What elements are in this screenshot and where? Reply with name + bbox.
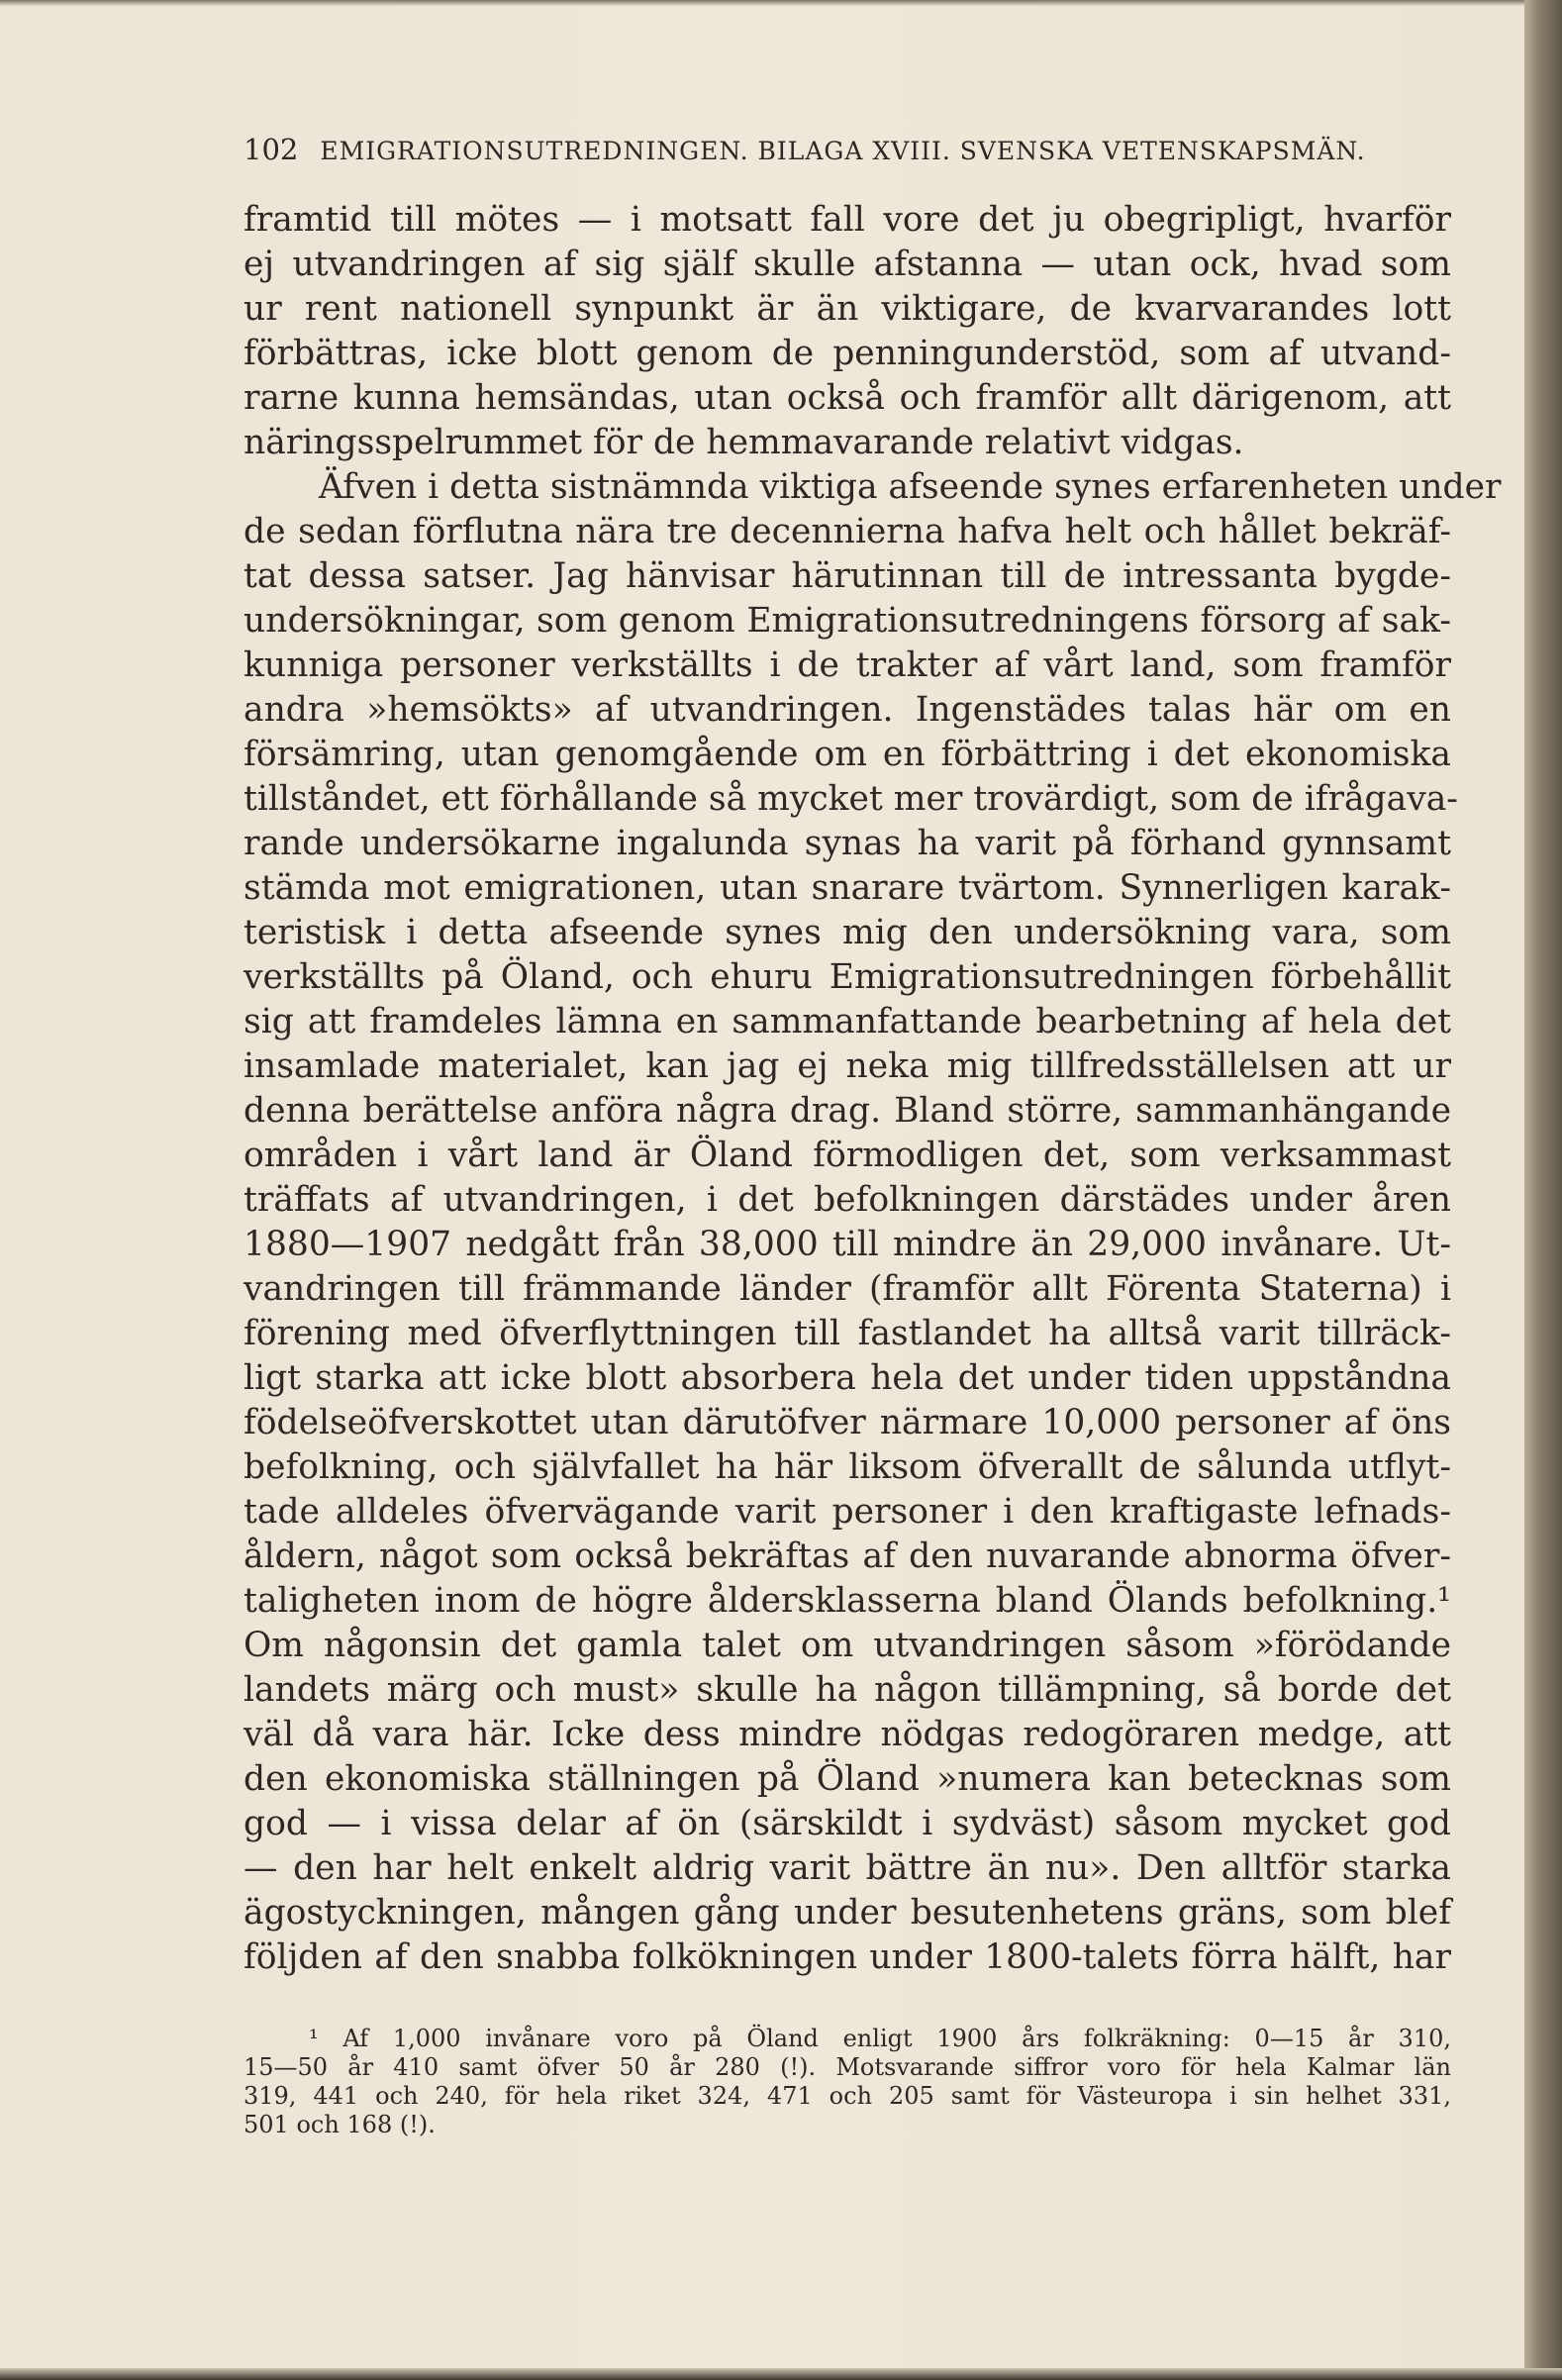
- text-line: kunniga personer verkställts i de trakter af vårt land, som framför: [244, 645, 1451, 685]
- text-line: de sedan förflutna nära tre decennierna hafva helt och hållet bekräf-: [244, 512, 1451, 551]
- body-text: [244, 198, 1502, 1980]
- text-line: insamlade materialet, kan jag ej neka mig tillfredsställelsen att ur: [244, 1046, 1451, 1086]
- text-line: sig att framdeles lämna en sammanfattande bearbetning af hela det: [244, 1002, 1451, 1041]
- text-line: denna berättelse anföra några drag. Bland större, sammanhängande: [244, 1091, 1451, 1131]
- text-line: tade alldeles öfvervägande varit personer i den kraftigaste lefnads-: [244, 1492, 1451, 1532]
- running-header: [244, 133, 1441, 166]
- book-spine-shadow: [1524, 0, 1562, 2380]
- text-line: områden i vårt land är Öland förmodligen det, som verksammast: [244, 1136, 1451, 1175]
- text-line: taligheten inom de högre åldersklasserna bland Ölands befolkning.¹: [244, 1581, 1451, 1621]
- text-line: ligt starka att icke blott absorbera hela det under tiden uppståndna: [244, 1358, 1451, 1398]
- text-line: verkställts på Öland, och ehuru Emigrationsutredningen förbehållit: [244, 957, 1451, 997]
- text-line: ur rent nationell synpunkt är än viktigare, de kvarvarandes lott: [244, 289, 1451, 329]
- text-line: stämda mot emigrationen, utan snarare tvärtom. Synnerligen karak-: [244, 868, 1451, 908]
- text-line: följden af den snabba folkökningen under 1800-talets förra hälft, har: [244, 1937, 1451, 1977]
- text-line: befolkning, och självfallet ha här liksom öfverallt de sålunda utflyt-: [244, 1447, 1451, 1487]
- text-line: försämring, utan genomgående om en förbättring i det ekonomiska: [244, 735, 1451, 774]
- text-line: Om någonsin det gamla talet om utvandringen såsom »förödande: [244, 1626, 1451, 1665]
- text-line: förbättras, icke blott genom de penningunderstöd, som af utvand-: [244, 334, 1451, 373]
- text-line: tat dessa satser. Jag hänvisar härutinnan till de intressanta bygde-: [244, 556, 1451, 596]
- text-line: ej utvandringen af sig själf skulle afstanna — utan ock, hvad som: [244, 245, 1451, 284]
- footnote-line: 15—50 år 410 samt öfver 50 år 280 (!). Motsvarande siffror voro för hela Kalmar län: [244, 2053, 1451, 2081]
- text-line: 1880—1907 nedgått från 38,000 till mindre än 29,000 invånare. Ut-: [244, 1225, 1451, 1264]
- footnote-line: 501 och 168 (!).: [244, 2111, 436, 2138]
- text-line: näringsspelrummet för de hemmavarande relativt vidgas.: [244, 423, 1244, 462]
- footnote: [244, 2025, 1451, 2139]
- footnote-line: ¹ Af 1,000 invånare voro på Öland enligt 1900 års folkräkning: 0—15 år 310,: [309, 2025, 1451, 2052]
- text-line: födelseöfverskottet utan därutöfver närmare 10,000 personer af öns: [244, 1403, 1451, 1442]
- running-title: EMIGRATIONSUTREDNINGEN. BILAGA XVIII. SVENSKA VETENSKAPSMÄN.: [320, 137, 1366, 165]
- text-line: rarne kunna hemsändas, utan också och framför allt därigenom, att: [244, 378, 1451, 418]
- text-line: rande undersökarne ingalunda synas ha varit på förhand gynnsamt: [244, 824, 1451, 863]
- text-line: åldern, något som också bekräftas af den nuvarande abnorma öfver-: [244, 1537, 1451, 1576]
- text-line: landets märg och must» skulle ha någon tillämpning, så borde det: [244, 1670, 1451, 1710]
- text-line: träffats af utvandringen, i det befolkningen därstädes under åren: [244, 1180, 1451, 1220]
- footnote-line: 319, 441 och 240, för hela riket 324, 471 och 205 samt för Västeuropa i sin helhet 331,: [244, 2082, 1451, 2110]
- text-line: väl då vara här. Icke dess mindre nödgas redogöraren medge, att: [244, 1715, 1451, 1754]
- page-number: 102: [244, 133, 299, 166]
- text-line: tillståndet, ett förhållande så mycket mer trovärdigt, som de ifrågava-: [244, 779, 1458, 819]
- text-line: Äfven i detta sistnämnda viktiga afseende synes erfarenheten under: [319, 467, 1502, 507]
- text-line: andra »hemsökts» af utvandringen. Ingenstädes talas här om en: [244, 690, 1451, 730]
- page-bottom-edge: [0, 2368, 1562, 2380]
- text-line: god — i vissa delar af ön (särskildt i sydväst) såsom mycket god: [244, 1804, 1451, 1843]
- text-line: vandringen till främmande länder (framför allt Förenta Staterna) i: [244, 1269, 1451, 1309]
- text-line: undersökningar, som genom Emigrationsutredningens försorg af sak-: [244, 601, 1451, 641]
- text-line: ägostyckningen, mången gång under besutenhetens gräns, som blef: [244, 1893, 1451, 1933]
- text-line: teristisk i detta afseende synes mig den undersökning vara, som: [244, 913, 1451, 952]
- text-line: framtid till mötes — i motsatt fall vore det ju obegripligt, hvarför: [244, 200, 1451, 240]
- text-line: — den har helt enkelt aldrig varit bättre än nu». Den alltför starka: [244, 1848, 1451, 1888]
- text-line: den ekonomiska ställningen på Öland »numera kan betecknas som: [244, 1759, 1451, 1799]
- text-line: förening med öfverflyttningen till fastlandet ha alltså varit tillräck-: [244, 1314, 1451, 1353]
- page-top-edge: [0, 0, 1524, 6]
